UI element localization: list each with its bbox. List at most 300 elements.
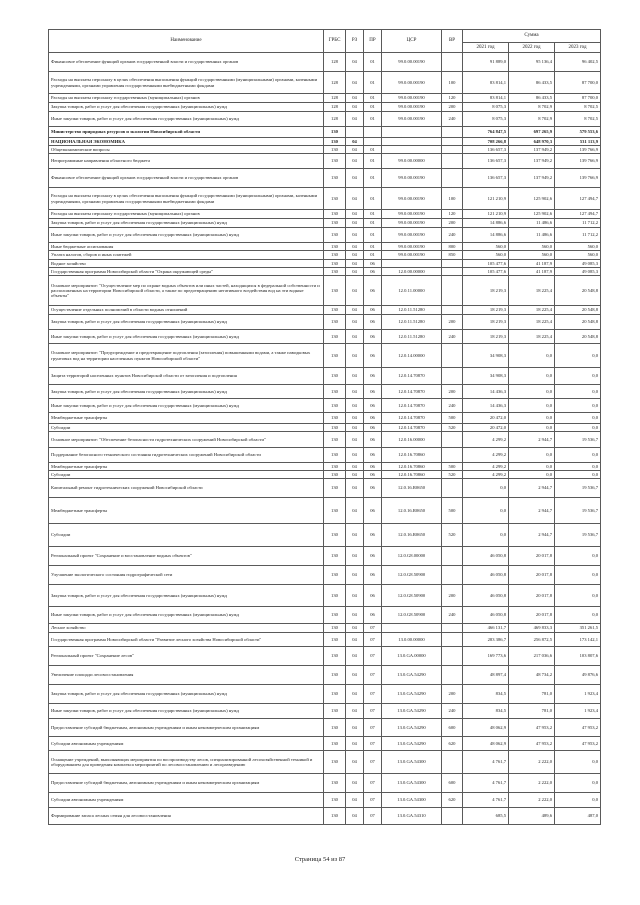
row-pr: 06	[364, 471, 382, 479]
table-row	[49, 154, 601, 169]
row-sum-2022: 560,0	[509, 251, 555, 260]
row-sum-2021: 18 219,3	[463, 306, 509, 315]
row-rz: 04	[346, 276, 364, 306]
row-pr: 06	[364, 479, 382, 498]
table-row	[49, 112, 601, 127]
row-sum-2023: 47 953,2	[555, 719, 601, 737]
row-sum-2021: 4 299,2	[463, 463, 509, 471]
row-grbs: 130	[324, 479, 346, 498]
row-grbs: 128	[324, 72, 346, 94]
header-rz: РЗ	[346, 30, 364, 53]
row-csr: 99.0.00.00190	[382, 188, 442, 210]
row-csr: 99.0.00.00190	[382, 210, 442, 219]
row-sum-2023: 96 402,5	[555, 53, 601, 72]
row-name: Иные закупки товаров, работ и услуг для обеспечения государственных (муниципальных) нужд	[49, 704, 324, 719]
row-rz: 04	[346, 793, 364, 808]
table-row	[49, 432, 601, 448]
row-sum-2021: 4 761,7	[463, 774, 509, 793]
row-rz: 04	[346, 585, 364, 607]
row-sum-2021: 34 908,3	[463, 368, 509, 385]
table-row	[49, 624, 601, 633]
row-vr	[442, 146, 463, 154]
table-row	[49, 251, 601, 260]
row-vr: 200	[442, 685, 463, 704]
table-row	[49, 315, 601, 330]
row-grbs: 130	[324, 330, 346, 344]
row-name: Закупка товаров, работ и услуг для обеспечения государственных (муниципальных) нужд	[49, 315, 324, 330]
header-csr: ЦСР	[382, 30, 442, 53]
row-grbs: 130	[324, 424, 346, 432]
row-sum-2022: 0,0	[509, 424, 555, 432]
row-name: Оснащение учреждений, выполняющих мероприятия по воспроизводству лесов, специализированной лесохозяйственной техникой и оборудованием для проведения комплекса мероприятий по лесовосстановлению и лесоразведению	[49, 751, 324, 774]
row-rz: 04	[346, 368, 364, 385]
row-sum-2022: 48 734,2	[509, 666, 555, 685]
row-grbs: 130	[324, 685, 346, 704]
row-name: Финансовое обеспечение функций органов государственной власти и государственных органов	[49, 169, 324, 188]
row-sum-2022: 2 222,0	[509, 793, 555, 808]
row-name: Государственная программа Новосибирской области "Охрана окружающей среды"	[49, 268, 324, 276]
row-csr: 12.0.16.00000	[382, 432, 442, 448]
row-sum-2023: 0,0	[555, 413, 601, 424]
row-grbs: 130	[324, 385, 346, 399]
row-pr: 01	[364, 146, 382, 154]
row-grbs: 130	[324, 463, 346, 471]
row-vr: 620	[442, 737, 463, 751]
row-pr: 01	[364, 251, 382, 260]
row-sum-2021: 0,0	[463, 479, 509, 498]
row-pr: 06	[364, 524, 382, 547]
row-sum-2023: 49 085,3	[555, 260, 601, 268]
row-vr	[442, 154, 463, 169]
row-sum-2022: 697 265,9	[509, 127, 555, 138]
row-csr: 13.0.GA.54290	[382, 719, 442, 737]
table-row	[49, 607, 601, 624]
row-pr: 07	[364, 808, 382, 825]
row-sum-2023: 0,0	[555, 547, 601, 566]
row-name: Межбюджетные трансферты	[49, 463, 324, 471]
row-rz: 04	[346, 330, 364, 344]
row-grbs: 130	[324, 774, 346, 793]
row-rz: 04	[346, 448, 364, 463]
row-sum-2023: 19 536,7	[555, 479, 601, 498]
row-name: Осуществление отдельных полномочий в области водных отношений	[49, 306, 324, 315]
table-row	[49, 585, 601, 607]
table-row	[49, 169, 601, 188]
table-row	[49, 524, 601, 547]
row-pr: 06	[364, 498, 382, 524]
row-pr: 01	[364, 169, 382, 188]
row-pr: 06	[364, 344, 382, 368]
row-sum-2023: 19 536,7	[555, 524, 601, 547]
row-rz: 04	[346, 666, 364, 685]
table-row	[49, 219, 601, 228]
row-pr: 01	[364, 219, 382, 228]
row-sum-2023: 0,0	[555, 385, 601, 399]
table-row	[49, 498, 601, 524]
row-sum-2022: 0,0	[509, 399, 555, 413]
row-name: НАЦИОНАЛЬНАЯ ЭКОНОМИКА	[49, 138, 324, 146]
table-row	[49, 448, 601, 463]
row-grbs: 130	[324, 704, 346, 719]
row-vr: 500	[442, 498, 463, 524]
row-rz: 04	[346, 808, 364, 825]
row-csr: 12.0.16.R0650	[382, 498, 442, 524]
row-grbs: 130	[324, 647, 346, 666]
table-row	[49, 103, 601, 112]
row-vr	[442, 633, 463, 647]
header-vr: ВР	[442, 30, 463, 53]
table-row	[49, 94, 601, 103]
row-vr: 100	[442, 72, 463, 94]
row-rz: 04	[346, 566, 364, 585]
row-name: Финансовое обеспечение функций органов государственной власти и государственных органов	[49, 53, 324, 72]
row-grbs: 130	[324, 306, 346, 315]
row-sum-2021: 136 657,3	[463, 154, 509, 169]
table-row	[49, 53, 601, 72]
row-rz: 04	[346, 228, 364, 243]
row-name: Закупка товаров, работ и услуг для обеспечения государственных (муниципальных) нужд	[49, 219, 324, 228]
row-vr: 240	[442, 704, 463, 719]
row-vr	[442, 647, 463, 666]
row-rz: 04	[346, 498, 364, 524]
row-sum-2021: 48 897,4	[463, 666, 509, 685]
row-vr: 200	[442, 103, 463, 112]
row-name: Уплата налогов, сборов и иных платежей	[49, 251, 324, 260]
row-sum-2021: 4 761,7	[463, 751, 509, 774]
row-sum-2021: 83 814,1	[463, 72, 509, 94]
row-vr: 850	[442, 251, 463, 260]
row-sum-2022: 18 225,4	[509, 330, 555, 344]
row-pr: 06	[364, 330, 382, 344]
row-csr: 12.0.11.51280	[382, 306, 442, 315]
row-sum-2021: 4 299,2	[463, 448, 509, 463]
row-sum-2022: 86 433,5	[509, 72, 555, 94]
table-row	[49, 751, 601, 774]
row-sum-2023: 0,0	[555, 585, 601, 607]
table-row	[49, 260, 601, 268]
table-body	[49, 53, 601, 825]
row-sum-2021: 14 886,6	[463, 228, 509, 243]
row-csr: 12.0.11.51280	[382, 330, 442, 344]
row-sum-2022: 18 225,4	[509, 306, 555, 315]
row-rz: 04	[346, 547, 364, 566]
row-sum-2023: 20 548,8	[555, 276, 601, 306]
row-vr: 240	[442, 607, 463, 624]
row-vr	[442, 306, 463, 315]
row-name: Закупка товаров, работ и услуг для обеспечения государственных (муниципальных) нужд	[49, 585, 324, 607]
row-sum-2022: 41 187,9	[509, 268, 555, 276]
row-csr: 12.0.14.70870	[382, 424, 442, 432]
row-name: Закупка товаров, работ и услуг для обеспечения государственных (муниципальных) нужд	[49, 385, 324, 399]
row-grbs: 128	[324, 112, 346, 127]
row-rz: 04	[346, 633, 364, 647]
row-vr	[442, 432, 463, 448]
row-csr: 13.0.GA.54290	[382, 685, 442, 704]
row-rz: 04	[346, 463, 364, 471]
row-grbs: 130	[324, 251, 346, 260]
row-grbs: 130	[324, 315, 346, 330]
row-sum-2023: 0,0	[555, 399, 601, 413]
row-pr: 07	[364, 666, 382, 685]
row-name: Основное мероприятие: "Обеспечение безопасности гидротехнических сооружений Новосибирской области"	[49, 432, 324, 448]
row-sum-2023: 0,0	[555, 471, 601, 479]
row-sum-2021: 14 436,3	[463, 399, 509, 413]
row-sum-2021: 105 477,6	[463, 268, 509, 276]
row-pr: 06	[364, 607, 382, 624]
row-pr: 01	[364, 188, 382, 210]
row-sum-2023: 87 700,0	[555, 72, 601, 94]
row-sum-2022: 781,0	[509, 704, 555, 719]
row-sum-2023: 0,0	[555, 344, 601, 368]
row-vr	[442, 268, 463, 276]
row-rz: 04	[346, 413, 364, 424]
row-name: Иные закупки товаров, работ и услуг для обеспечения государственных (муниципальных) нужд	[49, 607, 324, 624]
row-pr: 07	[364, 704, 382, 719]
row-csr: 13.0.GA.00000	[382, 647, 442, 666]
row-pr: 06	[364, 306, 382, 315]
row-vr	[442, 127, 463, 138]
row-name: Расходы на выплаты персоналу в целях обеспечения выполнения функций государственными (муниципальными) органами, казенными учреждениями, органами управления государственными внебюджетными фондами	[49, 72, 324, 94]
row-sum-2021: 466 131,7	[463, 624, 509, 633]
table-row	[49, 385, 601, 399]
table-row	[49, 413, 601, 424]
row-sum-2023: 8 702,5	[555, 103, 601, 112]
row-csr: 13.0.GA.54300	[382, 751, 442, 774]
table-row	[49, 399, 601, 413]
row-rz: 04	[346, 647, 364, 666]
row-name: Региональный проект "Сохранение лесов"	[49, 647, 324, 666]
row-sum-2023: 49 876,6	[555, 666, 601, 685]
row-sum-2022: 0,0	[509, 385, 555, 399]
table-row	[49, 719, 601, 737]
row-rz: 04	[346, 243, 364, 251]
row-sum-2023: 173 142,1	[555, 633, 601, 647]
row-rz: 04	[346, 210, 364, 219]
row-sum-2022: 0,0	[509, 471, 555, 479]
row-sum-2021: 834,5	[463, 685, 509, 704]
row-rz: 04	[346, 624, 364, 633]
row-csr	[382, 260, 442, 268]
row-sum-2021: 46 050,8	[463, 566, 509, 585]
row-sum-2022: 86 433,5	[509, 94, 555, 103]
row-name: Субсидии	[49, 424, 324, 432]
row-sum-2022: 18 225,4	[509, 315, 555, 330]
row-sum-2021: 0,0	[463, 498, 509, 524]
row-csr	[382, 127, 442, 138]
row-csr: 12.0.G8.50900	[382, 607, 442, 624]
row-sum-2021: 18 219,3	[463, 315, 509, 330]
row-name: Увеличение площади лесовосстановления	[49, 666, 324, 685]
row-rz: 04	[346, 719, 364, 737]
row-pr: 07	[364, 685, 382, 704]
row-csr: 13.0.GA.54290	[382, 737, 442, 751]
row-rz: 04	[346, 737, 364, 751]
row-name: Субсидии автономным учреждениям	[49, 793, 324, 808]
row-sum-2023: 560,0	[555, 251, 601, 260]
row-csr: 12.0.11.51280	[382, 315, 442, 330]
row-vr: 600	[442, 774, 463, 793]
header-sum: Сумма	[463, 30, 601, 43]
row-name: Основное мероприятие: "Осуществление мер по охране водных объектов или иных частей, находящихся в федеральной собственности и расположенных на территории Новосибирской области, а также по предотвращению негативного воздействия вод на эти водные объекты"	[49, 276, 324, 306]
row-sum-2021: 14 886,6	[463, 219, 509, 228]
row-name: Основное мероприятие: "Предупреждение и предотвращение подтопления (затопления) повышенными водами, а также паводковых грунтовых вод на территории населенных пунктов Новосибирской области"	[49, 344, 324, 368]
row-grbs: 130	[324, 154, 346, 169]
table-row	[49, 566, 601, 585]
row-sum-2022: 8 702,9	[509, 112, 555, 127]
row-grbs: 130	[324, 228, 346, 243]
row-grbs: 130	[324, 751, 346, 774]
row-csr	[382, 138, 442, 146]
row-grbs: 130	[324, 260, 346, 268]
row-sum-2021: 0,0	[463, 524, 509, 547]
row-csr: 99.0.00.00190	[382, 112, 442, 127]
row-name: Улучшение экологического состояния гидрографической сети	[49, 566, 324, 585]
row-grbs: 130	[324, 666, 346, 685]
row-grbs: 130	[324, 471, 346, 479]
row-name: Государственная программа Новосибирской области "Развитие лесного хозяйства Новосибирской области"	[49, 633, 324, 647]
row-sum-2023: 487,0	[555, 808, 601, 825]
row-grbs: 130	[324, 547, 346, 566]
row-vr: 520	[442, 524, 463, 547]
row-pr: 01	[364, 228, 382, 243]
row-vr: 120	[442, 94, 463, 103]
table-row	[49, 306, 601, 315]
row-rz: 04	[346, 94, 364, 103]
row-sum-2021: 20 472,0	[463, 424, 509, 432]
row-name: Межбюджетные трансферты	[49, 498, 324, 524]
header-year-2023: 2023 год	[555, 43, 601, 53]
row-sum-2022: 469 833,3	[509, 624, 555, 633]
table-row	[49, 704, 601, 719]
row-rz: 04	[346, 188, 364, 210]
row-sum-2021: 48 062,9	[463, 719, 509, 737]
row-pr: 07	[364, 751, 382, 774]
row-sum-2022: 137 949,2	[509, 146, 555, 154]
row-pr	[364, 138, 382, 146]
row-csr: 13.0.GA.54290	[382, 666, 442, 685]
row-csr: 12.0.G8.50900	[382, 566, 442, 585]
row-grbs: 130	[324, 368, 346, 385]
row-pr: 06	[364, 424, 382, 432]
row-sum-2022: 137 949,2	[509, 169, 555, 188]
row-name: Иные закупки товаров, работ и услуг для обеспечения государственных (муниципальных) нужд	[49, 228, 324, 243]
page-number: Страница 54 из 87	[294, 856, 346, 863]
row-sum-2023: 0,0	[555, 774, 601, 793]
row-csr: 12.0.14.70870	[382, 385, 442, 399]
table-row	[49, 210, 601, 219]
row-name: Непрограммные направления областного бюджета	[49, 154, 324, 169]
row-grbs: 130	[324, 633, 346, 647]
row-vr	[442, 138, 463, 146]
row-name: Иные бюджетные ассигнования	[49, 243, 324, 251]
row-grbs: 128	[324, 103, 346, 112]
row-sum-2023: 0,0	[555, 448, 601, 463]
row-sum-2022: 0,0	[509, 368, 555, 385]
row-rz: 04	[346, 751, 364, 774]
row-pr: 01	[364, 154, 382, 169]
row-vr	[442, 169, 463, 188]
row-sum-2021: 46 050,8	[463, 547, 509, 566]
row-grbs: 130	[324, 138, 346, 146]
row-sum-2022: 781,0	[509, 685, 555, 704]
row-pr: 06	[364, 368, 382, 385]
row-grbs: 130	[324, 524, 346, 547]
row-rz: 04	[346, 385, 364, 399]
table-row	[49, 127, 601, 138]
row-sum-2021: 14 436,3	[463, 385, 509, 399]
row-name: Лесное хозяйство	[49, 624, 324, 633]
row-vr	[442, 344, 463, 368]
row-grbs: 130	[324, 146, 346, 154]
row-vr: 520	[442, 471, 463, 479]
row-sum-2021: 91 889,0	[463, 53, 509, 72]
header-year-2022: 2022 год	[509, 43, 555, 53]
row-sum-2021: 8 075,3	[463, 103, 509, 112]
row-csr: 99.0.00.00190	[382, 94, 442, 103]
row-csr: 99.0.00.00190	[382, 228, 442, 243]
row-sum-2023: 579 553,6	[555, 127, 601, 138]
row-csr: 99.0.00.00190	[382, 53, 442, 72]
row-name: Субсидии	[49, 524, 324, 547]
row-csr: 12.0.16.70860	[382, 471, 442, 479]
row-rz: 04	[346, 154, 364, 169]
row-sum-2023: 11 712,2	[555, 219, 601, 228]
row-pr: 06	[364, 260, 382, 268]
row-sum-2021: 283 386,7	[463, 633, 509, 647]
row-pr: 06	[364, 566, 382, 585]
table-row	[49, 471, 601, 479]
table-row	[49, 737, 601, 751]
row-sum-2022: 47 953,2	[509, 737, 555, 751]
table-row	[49, 146, 601, 154]
row-name: Межбюджетные трансферты	[49, 413, 324, 424]
row-rz: 04	[346, 53, 364, 72]
header-grbs: ГРБС	[324, 30, 346, 53]
row-vr	[442, 808, 463, 825]
row-csr: 99.0.00.00190	[382, 169, 442, 188]
row-sum-2022: 0,0	[509, 463, 555, 471]
row-pr: 06	[364, 547, 382, 566]
row-csr: 13.0.GA.54310	[382, 808, 442, 825]
table-row	[49, 368, 601, 385]
row-csr: 12.0.11.00000	[382, 276, 442, 306]
table-row	[49, 647, 601, 666]
row-rz: 04	[346, 471, 364, 479]
row-sum-2021: 121 210,9	[463, 188, 509, 210]
row-rz: 04	[346, 260, 364, 268]
row-name: Иные закупки товаров, работ и услуг для обеспечения государственных (муниципальных) нужд	[49, 112, 324, 127]
row-name: Расходы на выплаты персоналу государственных (муниципальных) органов	[49, 94, 324, 103]
row-sum-2021: 708 266,8	[463, 138, 509, 146]
table-row	[49, 424, 601, 432]
row-name: Закупка товаров, работ и услуг для обеспечения государственных (муниципальных) нужд	[49, 103, 324, 112]
row-vr: 520	[442, 424, 463, 432]
row-sum-2021: 18 219,3	[463, 276, 509, 306]
row-vr: 100	[442, 188, 463, 210]
row-sum-2023: 560,0	[555, 243, 601, 251]
budget-table	[48, 29, 601, 825]
row-csr: 12.0.14.00000	[382, 344, 442, 368]
row-sum-2022: 648 970,3	[509, 138, 555, 146]
table-row	[49, 774, 601, 793]
row-grbs: 130	[324, 413, 346, 424]
row-pr: 07	[364, 719, 382, 737]
row-sum-2022: 18 225,4	[509, 276, 555, 306]
row-sum-2022: 0,0	[509, 413, 555, 424]
row-pr: 06	[364, 276, 382, 306]
row-csr	[382, 624, 442, 633]
row-name: Региональный проект "Сохранение и восстановление водных объектов"	[49, 547, 324, 566]
